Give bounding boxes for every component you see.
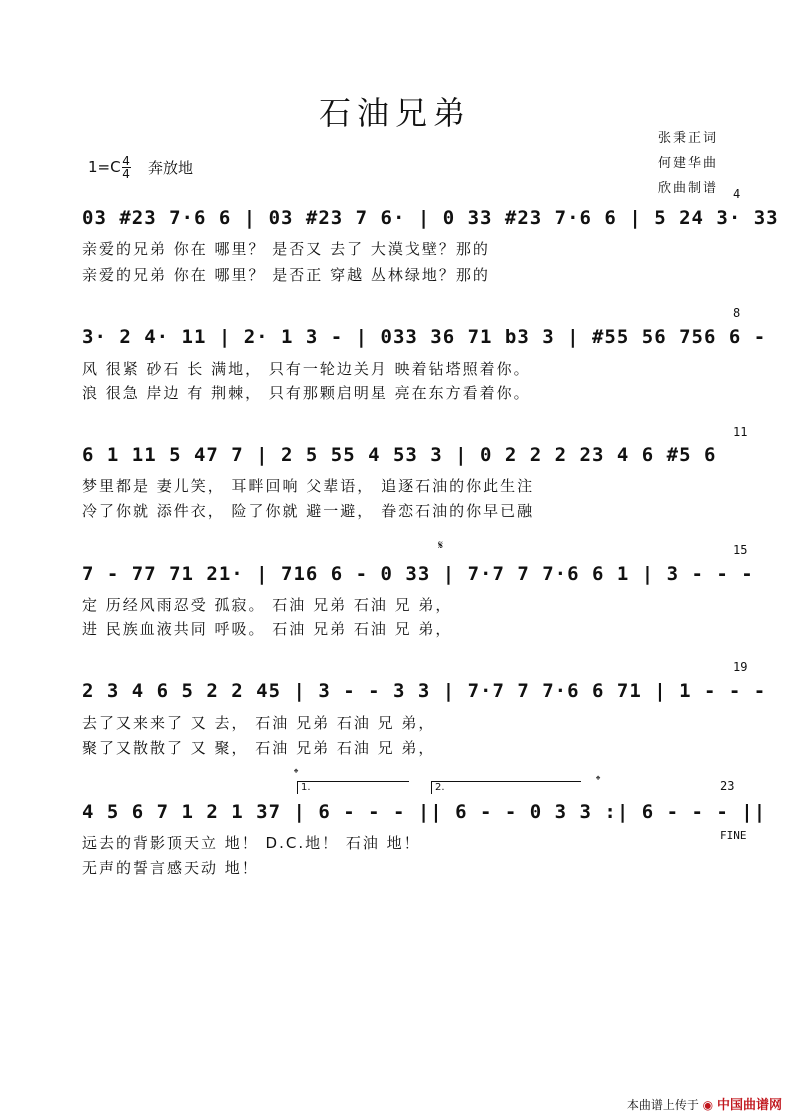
lyrics-verse-2: 无声的誓言感天动 地！ [82,859,259,877]
notation-line: 2 3 4 6 5 2 2 45 | 3 - - 3 3 | 7·7 7 7·6 6 71 | 1 - - - [82,680,767,702]
lyrics-verse-1: 亲爱的兄弟 你在 哪里？ 是否又 去了 大漠戈壁？那的 [82,240,490,258]
measure-number: 11 [733,425,748,439]
key-signature [88,155,131,180]
notation-line: 3· 2 4· 11 | 2· 1 3 - | 033 36 71 b3 3 | #55 56 756 6 - [82,326,767,348]
staff-system [82,326,766,348]
coda-sign: 𝄌 [596,773,601,787]
arranger-credit: 欣曲制谱 [658,181,719,196]
lyrics-verse-1: 梦里都是 妻儿笑， 耳畔回响 父辈语， 追逐石油的你此生注 [82,477,535,495]
coda-sign: 𝄌 [294,766,299,780]
lyrics-verse-2: 聚了又散散了 又 聚， 石油 兄弟 石油 兄 弟， [82,739,436,757]
measure-number: 15 [733,543,748,557]
measure-number: 8 [733,306,741,320]
segno-sign: 𝄋 [438,538,444,552]
measure-number: 19 [733,660,748,674]
staff-system [82,207,779,229]
notation-line: 4 5 6 7 1 2 1 37 | 6 - - - || 6 - - 0 3 3 :| 6 - - - || [82,801,767,823]
fine-marker: FINE [720,829,747,842]
second-ending-bracket: 2. [431,781,581,794]
staff-system [82,444,716,466]
notation-line: 6 1 11 5 47 7 | 2 5 55 4 53 3 | 0 2 2 2 23 4 6 #5 6 [82,444,717,466]
lyrics-verse-1: 风 很紧 砂石 长 满地， 只有一轮边关月 映着钻塔照着你。 [82,360,531,378]
lyrics-verse-2: 冷了你就 添件衣， 险了你就 避一避， 眷恋石油的你早已融 [82,502,535,520]
first-ending-bracket: 1. [297,781,409,794]
lyricist-credit: 张秉正词 [658,131,719,146]
upload-footer [627,1094,782,1113]
staff-system [82,563,754,585]
site-logo-icon: ◉ [702,1098,714,1112]
staff-system [82,801,766,823]
song-title: 石油兄弟 [318,94,471,132]
notation-line: 03 #23 7·6 6 | 03 #23 7 6· | 0 33 #23 7·6 6 | 5 24 3· 33 [82,207,779,229]
notation-line: 7 - 77 71 21· | 716 6 - 0 33 | 7·7 7 7·6 6 1 | 3 - - - [82,563,754,585]
staff-system [82,680,766,702]
composer-credit: 何建华曲 [658,156,719,171]
key-prefix: 1=C [88,158,121,176]
lyrics-verse-2: 进 民族血液共同 呼吸。 石油 兄弟 石油 兄 弟， [82,620,453,638]
lyrics-verse-1: 定 历经风雨忍受 孤寂。 石油 兄弟 石油 兄 弟， [82,596,453,614]
measure-number: 4 [733,187,741,201]
lyrics-verse-2: 浪 很急 岸边 有 荆棘， 只有那颗启明星 亮在东方看着你。 [82,384,531,402]
lyrics-verse-1: 去了又来来了 又 去， 石油 兄弟 石油 兄 弟， [82,714,436,732]
measure-number: 23 [720,779,735,793]
tempo-marking: 奔放地 [148,159,194,177]
lyrics-verse-1: 远去的背影顶天立 地！ D.C.地！ 石油 地！ [82,834,421,852]
site-brand: 中国曲谱网 [716,1098,782,1113]
footer-text: 本曲谱上传于 [626,1098,699,1112]
time-signature: $\frac{4}{4}$ [122,154,130,181]
lyrics-verse-2: 亲爱的兄弟 你在 哪里？ 是否正 穿越 丛林绿地？那的 [82,266,490,284]
